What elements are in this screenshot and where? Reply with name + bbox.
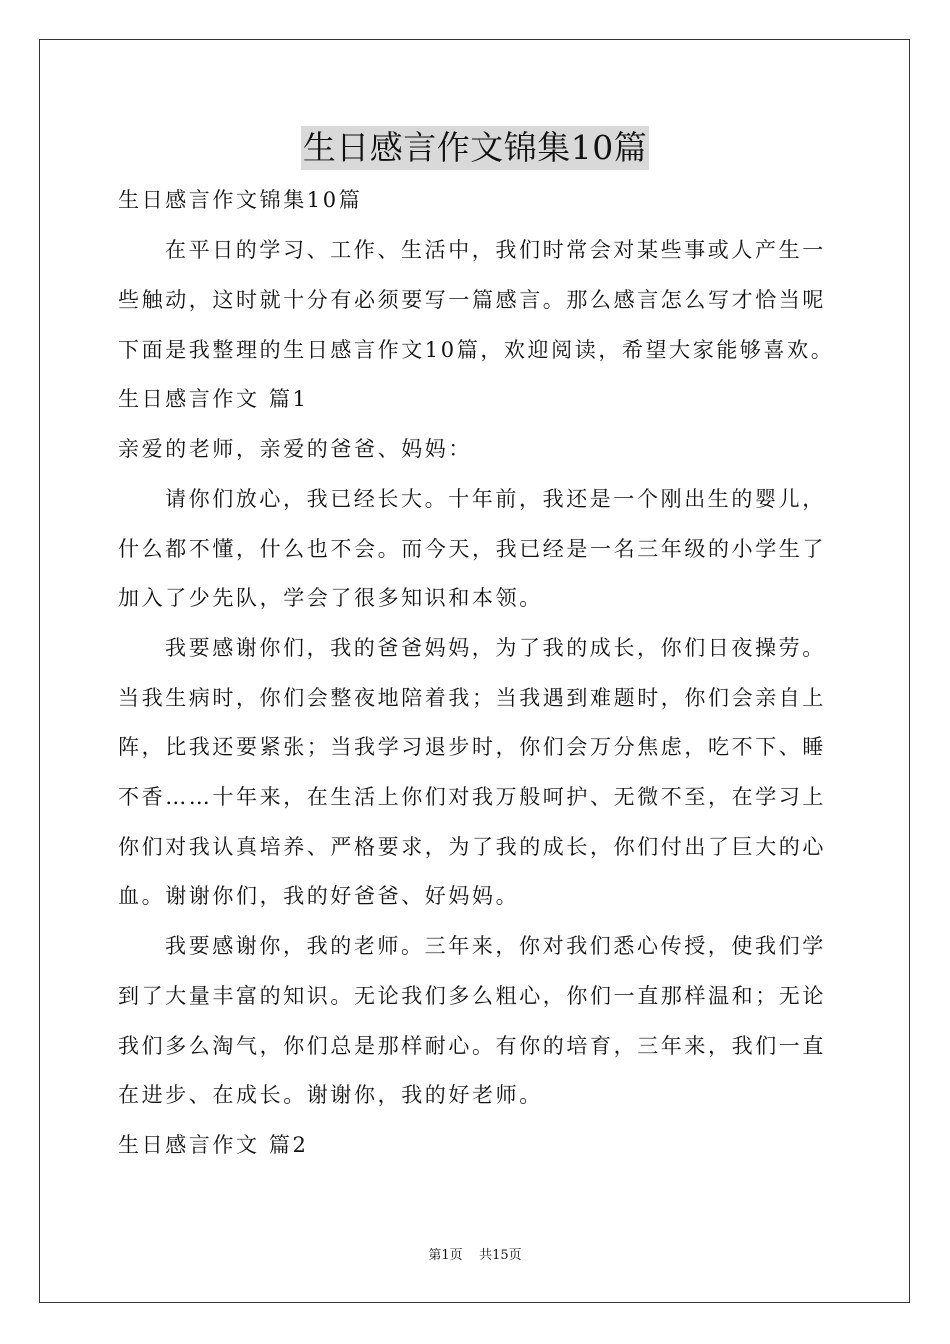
paragraph-line: 在进步、在成长。谢谢你，我的好老师。 [118, 1083, 543, 1107]
page-total: 共15页 [479, 1248, 522, 1263]
salutation-line: 亲爱的老师，亲爱的爸爸、妈妈： [118, 437, 472, 461]
paragraph-line: 血。谢谢你们，我的好爸爸、好妈妈。 [118, 884, 520, 908]
paragraph-line: 请你们放心，我已经长大。十年前，我还是一个刚出生的婴儿， [165, 487, 826, 511]
section-heading: 生日感言作文 篇2 [118, 1133, 309, 1157]
paragraph-line: 在平日的学习、工作、生活中，我们时常会对某些事或人产生一 [165, 238, 826, 262]
section-heading: 生日感言作文 篇1 [118, 387, 309, 411]
page-border [39, 39, 910, 1303]
paragraph-line: 当我生病时，你们会整夜地陪着我；当我遇到难题时，你们会亲自上 [118, 686, 826, 710]
paragraph-line: 什么都不懂，什么也不会。而今天，我已经是一名三年级的小学生了 [118, 537, 826, 561]
paragraph-line: 加入了少先队，学会了很多知识和本领。 [118, 586, 543, 610]
paragraph-line: 你们对我认真培养、严格要求，为了我的成长，你们付出了巨大的心 [118, 835, 826, 859]
document-title: 生日感言作文锦集10篇 [301, 126, 650, 170]
title-container [0, 126, 950, 170]
paragraph-line: 些触动，这时就十分有必须要写一篇感言。那么感言怎么写才恰当呢 [118, 288, 826, 312]
paragraph-line: 阵，比我还要紧张；当我学习退步时，你们会万分焦虑，吃不下、睡 [118, 735, 826, 759]
paragraph-line: 下面是我整理的生日感言作文10篇，欢迎阅读，希望大家能够喜欢。 [118, 338, 835, 362]
paragraph-line: 我要感谢你，我的老师。三年来，你对我们悉心传授，使我们学 [165, 934, 826, 958]
paragraph-line: 到了大量丰富的知识。无论我们多么粗心，你们一直那样温和；无论 [118, 984, 826, 1008]
subtitle-line: 生日感言作文锦集10篇 [118, 188, 363, 212]
paragraph-line: 我们多么淘气，你们总是那样耐心。有你的培育，三年来，我们一直 [118, 1034, 826, 1058]
page-footer [0, 1247, 950, 1265]
page-number: 第1页 [428, 1248, 463, 1263]
paragraph-line: 我要感谢你们，我的爸爸妈妈，为了我的成长，你们日夜操劳。 [165, 636, 826, 660]
paragraph-line: 不香……十年来，在生活上你们对我万般呵护、无微不至，在学习上 [118, 785, 826, 809]
